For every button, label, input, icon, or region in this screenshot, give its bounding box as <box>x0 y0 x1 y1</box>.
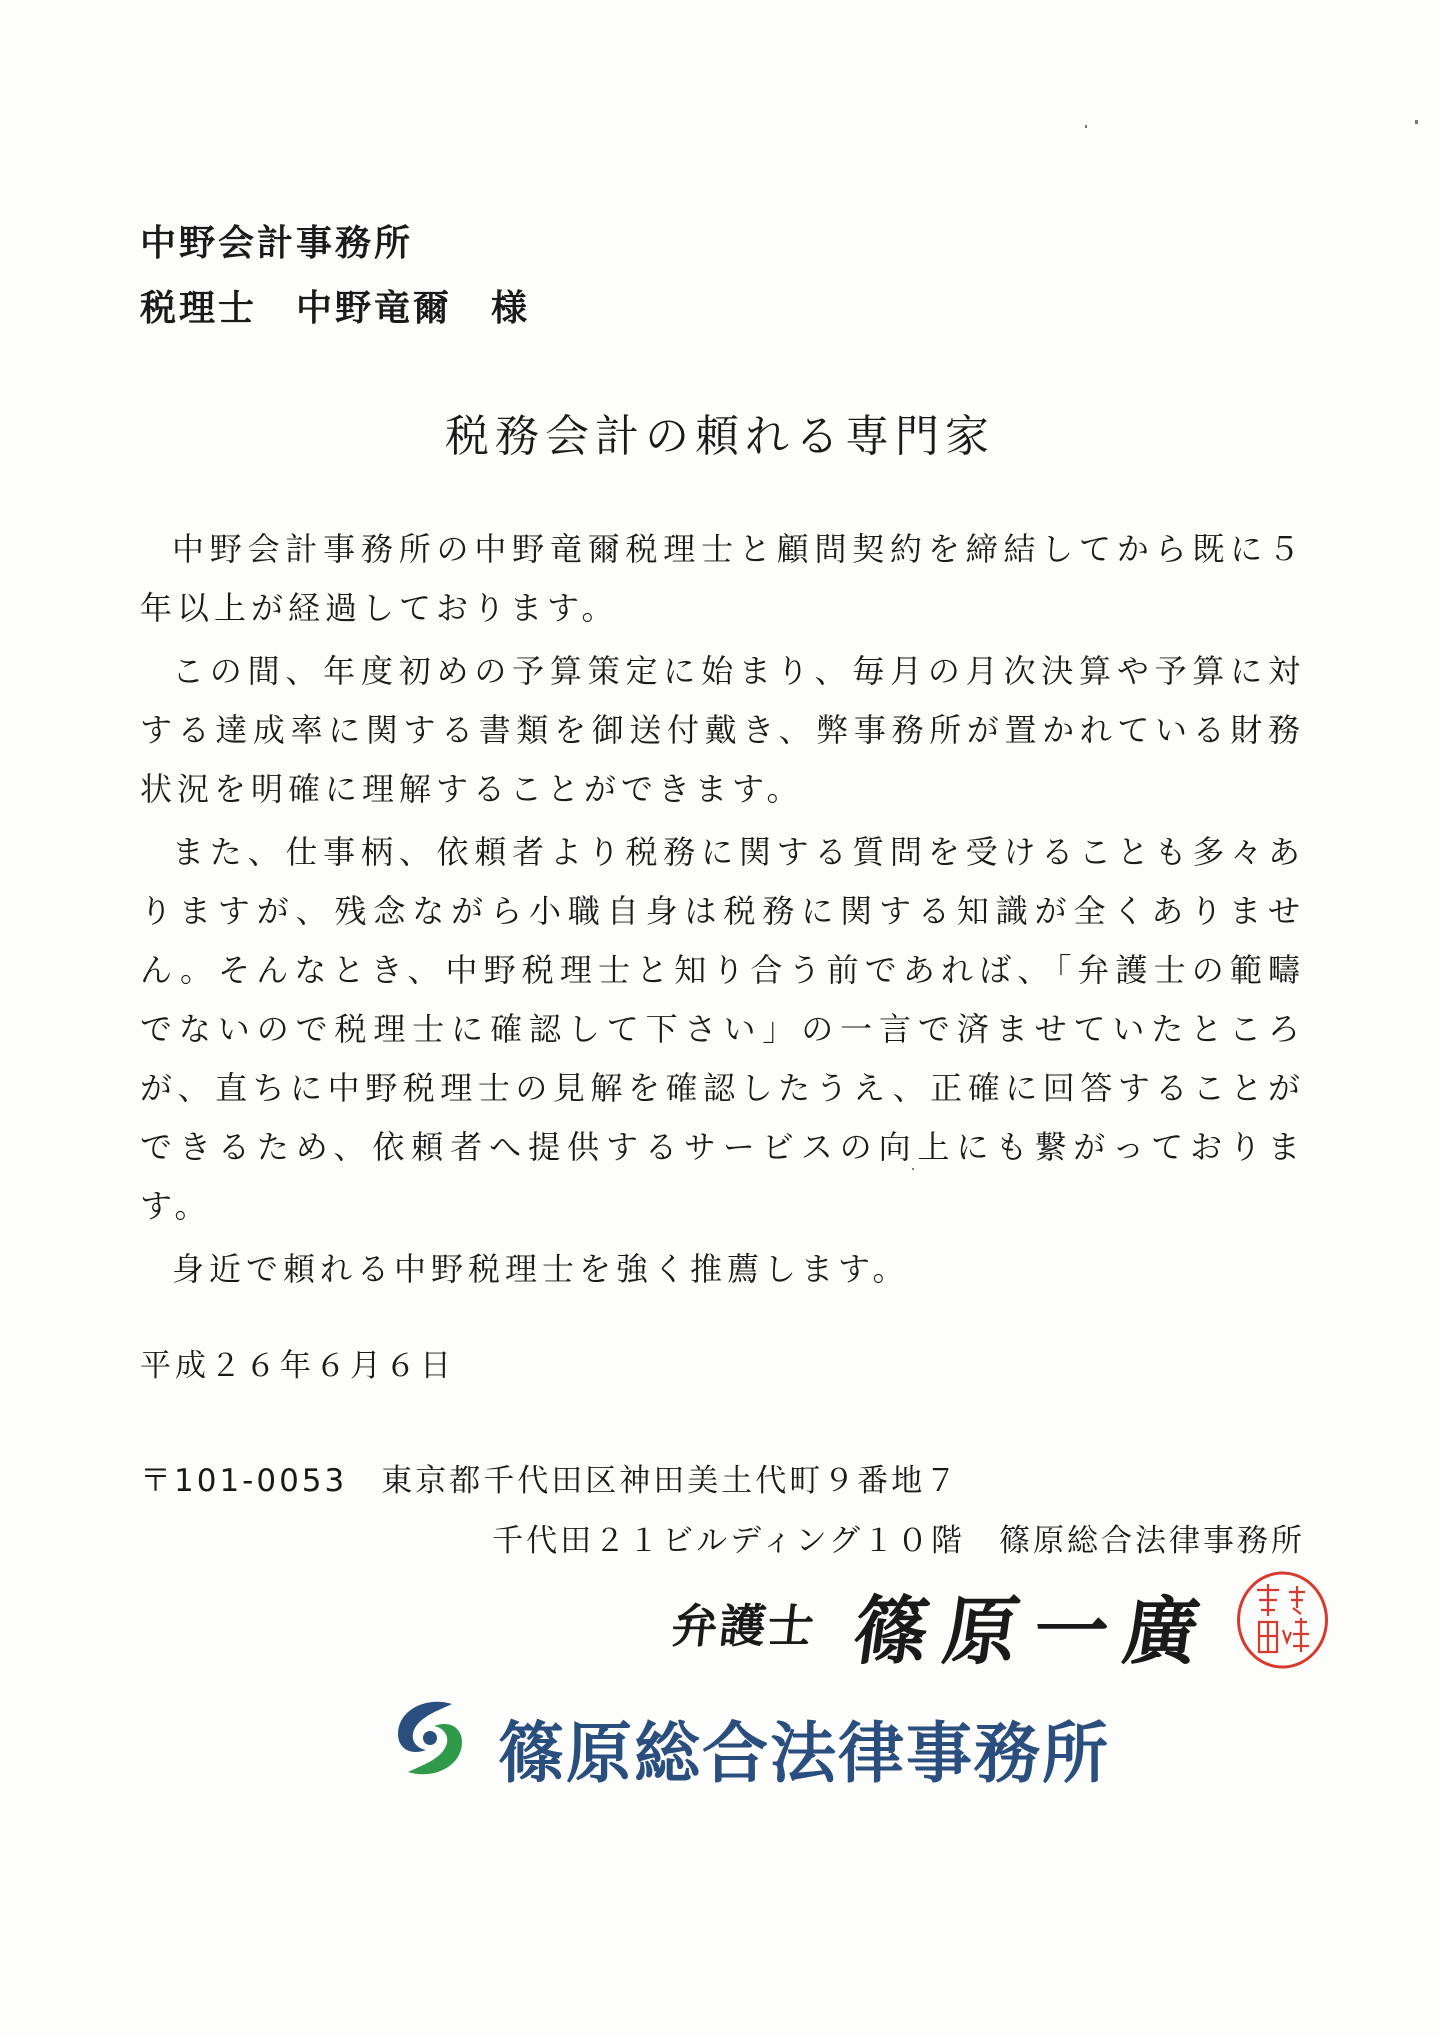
body-paragraph: この間、年度初めの予算策定に始まり、毎月の月次決算や予算に対する達成率に関する書類を御送付戴き、弊事務所が置かれている財務状況を明確に理解することができます。 <box>140 652 1305 808</box>
body-paragraph: 中野会計事務所の中野竜爾税理士と顧問契約を締結してから既に５年以上が経過しております。 <box>140 530 1305 627</box>
letter-title: 税務会計の頼れる専門家 <box>445 411 995 462</box>
postal-address-line: 〒101-0053 東京都千代田区神田美土代町９番地７ <box>140 1463 960 1499</box>
letter-body <box>140 520 1305 1303</box>
body-paragraph: また、仕事柄、依頼者より税務に関する質問を受けることも多々ありますが、残念ながら小職自身は税務に関する知識が全くありません。そんなとき、中野税理士と知り合う前であれば、「弁護士の範疇でないので税理士に確認して下さい」の一言で済ませていたところが、直ちに中野税理士の見解を確認したうえ、正確に回答することができるため、依頼者へ提供するサービスの向上にも繋がっております。 <box>140 833 1306 1225</box>
firm-logo-name: 篠原総合法律事務所 <box>498 1715 1110 1792</box>
scan-speck <box>1415 120 1418 124</box>
letter-date: 平成２６年６月６日 <box>140 1348 455 1384</box>
seal-stamp-icon <box>1235 1570 1330 1670</box>
scan-speck <box>1085 125 1087 128</box>
firm-logo-icon <box>382 1690 478 1786</box>
addressee-recipient: 税理士 中野竜爾 様 <box>140 288 531 329</box>
addressee-firm: 中野会計事務所 <box>140 223 414 264</box>
scan-speck <box>912 1168 914 1170</box>
signature-name: 篠原一廣 <box>848 1589 1221 1675</box>
body-paragraph: 身近で頼れる中野税理士を強く推薦します。 <box>172 1250 910 1288</box>
building-address-line: 千代田２１ビルディング１０階 篠原総合法律事務所 <box>492 1523 1305 1559</box>
signature-title: 弁護士 <box>668 1599 819 1653</box>
